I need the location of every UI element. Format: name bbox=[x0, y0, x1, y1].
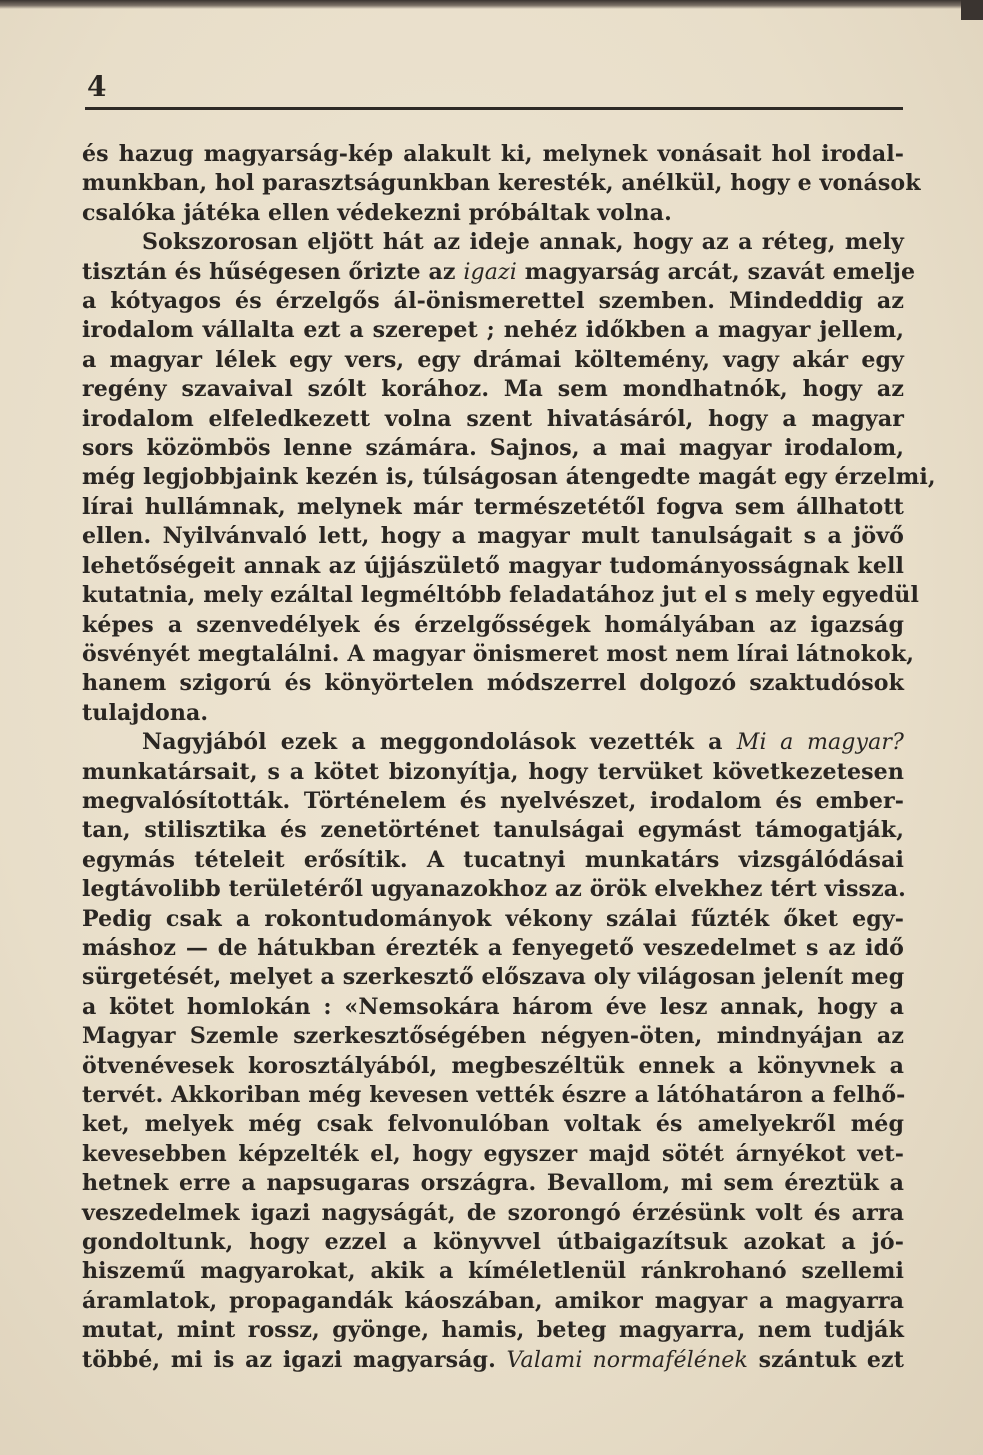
body-text bbox=[82, 140, 936, 1375]
text-line: hetnek erre a napsugaras országra. Bevallom, mi sem éreztük a bbox=[82, 1170, 904, 1197]
text-line: lehetőségeit annak az újjászülető magyar tudományosságnak kell bbox=[82, 552, 904, 579]
italic-text: Mi a magyar? bbox=[736, 729, 904, 756]
text-line: sors közömbös lenne számára. Sajnos, a mai magyar irodalom, bbox=[82, 435, 904, 462]
text-line: Magyar Szemle szerkesztőségében négyen-öten, mindnyájan az bbox=[82, 1023, 904, 1050]
text-line: munkatársait, s a kötet bizonyítja, hogy tervüket következetesen bbox=[82, 758, 904, 785]
text-line: Pedig csak a rokontudományok vékony szálai fűzték őket egy- bbox=[82, 905, 904, 932]
text-line: ket, melyek még csak felvonulóban voltak és amelyekről még bbox=[82, 1111, 904, 1138]
text-line: tervét. Akkoriban még kevesen vették észre a látóhatáron a felhő- bbox=[82, 1082, 906, 1108]
text-line: még legjobbjaink kezén is, túlságosan átengedte magát egy érzelmi, bbox=[82, 464, 936, 491]
text-line: megvalósították. Történelem és nyelvészet, irodalom és ember- bbox=[82, 787, 904, 814]
text-line: hiszemű magyarokat, akik a kíméletlenül ránkrohanó szellemi bbox=[82, 1258, 904, 1285]
text-line: ösvényét megtalálni. A magyar önismeret most nem lírai látnokok, bbox=[82, 640, 915, 667]
text-line: egymás tételeit erősítik. A tucatnyi munkatárs vizsgálódásai bbox=[82, 846, 904, 873]
text-line: máshoz — de hátukban érezték a fenyegető veszedelmet s az idő bbox=[82, 934, 904, 961]
text-line: lírai hullámnak, melynek már természetétől fogva sem állhatott bbox=[82, 493, 904, 520]
text-line: veszedelmek igazi nagyságát, de szorongó érzésünk volt és arra bbox=[82, 1199, 904, 1226]
text-line: csalóka játéka ellen védekezni próbáltak volna. bbox=[82, 199, 672, 226]
italic-text: igazi bbox=[463, 258, 517, 285]
scan-corner-shadow bbox=[961, 0, 983, 20]
text-line: ellen. Nyilvánvaló lett, hogy a magyar mult tanulságait s a jövő bbox=[82, 523, 904, 550]
text-line: a magyar lélek egy vers, egy drámai költemény, vagy akár egy bbox=[82, 346, 904, 373]
text-line: ötvenévesek korosztályából, megbeszéltük ennek a könyvnek a bbox=[82, 1052, 904, 1079]
text-line: sürgetését, melyet a szerkesztő előszava oly világosan jelenít meg bbox=[82, 964, 905, 991]
text-line: tan, stilisztika és zenetörténet tanulságai egymást támogatják, bbox=[82, 817, 904, 844]
text-line: mutat, mint rossz, gyönge, hamis, beteg magyarra, nem tudják bbox=[82, 1317, 904, 1344]
italic-text: Valami normafélének bbox=[506, 1346, 748, 1373]
text-line: Sokszorosan eljött hát az ideje annak, hogy az a réteg, mely bbox=[142, 229, 904, 256]
scan-top-edge bbox=[0, 0, 983, 9]
text-line: áramlatok, propagandák káoszában, amikor magyar a magyarra bbox=[82, 1287, 904, 1314]
text-line: hanem szigorú és könyörtelen módszerrel dolgozó szaktudósok bbox=[82, 670, 904, 697]
text-line: legtávolibb területéről ugyanazokhoz az örök elvekhez tért vissza. bbox=[82, 876, 906, 903]
text-line: tisztán és hűségesen őrizte az igazi magyarság arcát, szavát emelje bbox=[82, 258, 916, 285]
text-line: a kötet homlokán : «Nemsokára három éve lesz annak, hogy a bbox=[82, 993, 904, 1020]
text-line: irodalom vállalta ezt a szerepet ; nehéz időkben a magyar jellem, bbox=[82, 317, 904, 344]
page-number: 4 bbox=[87, 70, 107, 103]
text-line: képes a szenvedélyek és érzelgősségek homályában az igazság bbox=[82, 611, 904, 638]
text-line: irodalom elfeledkezett volna szent hivatásáról, hogy a magyar bbox=[82, 405, 904, 432]
text-line: és hazug magyarság-kép alakult ki, melynek vonásait hol irodal- bbox=[82, 141, 904, 167]
text-line: munkban, hol parasztságunkban keresték, anélkül, hogy e vonások bbox=[82, 170, 921, 197]
text-line: Nagyjából ezek a meggondolások vezették a Mi a magyar? bbox=[142, 729, 904, 756]
text-line: a kótyagos és érzelgős ál-önismerettel szemben. Mindeddig az bbox=[82, 288, 904, 315]
text-line: regény szavaival szólt korához. Ma sem mondhatnók, hogy az bbox=[82, 376, 904, 403]
text-line: gondoltunk, hogy ezzel a könyvvel útbaigazítsuk azokat a jó- bbox=[82, 1229, 904, 1256]
text-line: kutatnia, mely ezáltal legméltóbb feladatához jut el s mely egyedül bbox=[82, 582, 919, 609]
text-line: tulajdona. bbox=[82, 699, 209, 726]
text-line: többé, mi is az igazi magyarság. Valami normafélének szántuk ezt bbox=[82, 1346, 904, 1373]
header-rule bbox=[85, 107, 903, 110]
text-line: kevesebben képzelték el, hogy egyszer majd sötét árnyékot vet- bbox=[82, 1140, 904, 1167]
